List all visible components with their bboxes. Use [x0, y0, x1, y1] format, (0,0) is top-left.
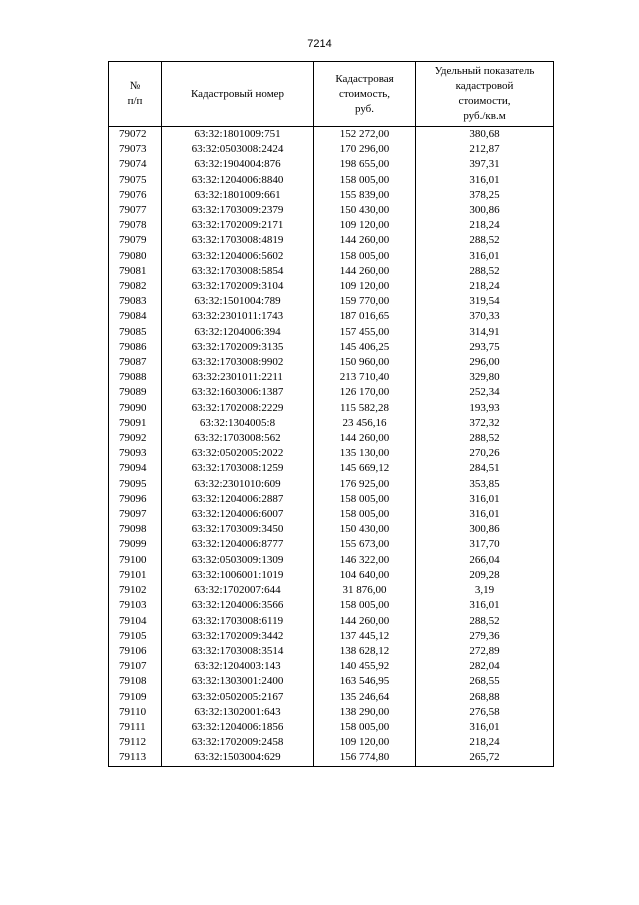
header-specific-value [416, 62, 554, 127]
table-row [109, 233, 554, 248]
table-row [109, 355, 554, 370]
cell-cadastral-value: 138 628,12 [314, 644, 416, 659]
cell-index: 79106 [109, 644, 162, 659]
cell-cadastral-number: 63:32:1702009:2458 [162, 735, 314, 750]
cell-specific-value: 300,86 [416, 522, 554, 537]
table-row [109, 294, 554, 309]
cell-specific-value: 268,55 [416, 674, 554, 689]
table-row [109, 477, 554, 492]
table-row [109, 401, 554, 416]
cell-cadastral-value: 150 430,00 [314, 203, 416, 218]
table-row [109, 750, 554, 766]
cell-cadastral-value: 135 130,00 [314, 446, 416, 461]
cell-specific-value: 300,86 [416, 203, 554, 218]
cell-specific-value: 293,75 [416, 340, 554, 355]
cell-cadastral-value: 156 774,80 [314, 750, 416, 766]
cell-specific-value: 272,89 [416, 644, 554, 659]
cell-specific-value: 316,01 [416, 249, 554, 264]
cell-index: 79107 [109, 659, 162, 674]
cell-cadastral-number: 63:32:1801009:661 [162, 188, 314, 203]
cell-index: 79097 [109, 507, 162, 522]
cell-cadastral-number: 63:32:1204006:5602 [162, 249, 314, 264]
cell-index: 79113 [109, 750, 162, 766]
header-line: № [129, 80, 141, 92]
cell-index: 79087 [109, 355, 162, 370]
cell-specific-value: 372,32 [416, 416, 554, 431]
table-row [109, 431, 554, 446]
page-number: 7214 [307, 38, 332, 50]
cell-cadastral-value: 104 640,00 [314, 568, 416, 583]
cell-cadastral-number: 63:32:1703008:5854 [162, 264, 314, 279]
cell-cadastral-number: 63:32:1702009:3442 [162, 629, 314, 644]
table-row [109, 173, 554, 188]
cell-index: 79094 [109, 461, 162, 476]
cell-specific-value: 314,91 [416, 325, 554, 340]
cell-cadastral-value: 23 456,16 [314, 416, 416, 431]
cell-index: 79086 [109, 340, 162, 355]
cell-index: 79085 [109, 325, 162, 340]
cell-cadastral-number: 63:32:1204003:143 [162, 659, 314, 674]
cell-cadastral-value: 150 430,00 [314, 522, 416, 537]
cell-cadastral-number: 63:32:1703008:6119 [162, 614, 314, 629]
cell-cadastral-value: 159 770,00 [314, 294, 416, 309]
cell-index: 79091 [109, 416, 162, 431]
cell-specific-value: 397,31 [416, 157, 554, 172]
cell-cadastral-number: 63:32:1603006:1387 [162, 385, 314, 400]
table-row [109, 385, 554, 400]
cell-cadastral-value: 150 960,00 [314, 355, 416, 370]
cell-index: 79079 [109, 233, 162, 248]
cell-specific-value: 316,01 [416, 492, 554, 507]
table-row [109, 690, 554, 705]
cell-specific-value: 212,87 [416, 142, 554, 157]
cell-cadastral-value: 187 016,65 [314, 309, 416, 324]
cell-cadastral-value: 158 005,00 [314, 492, 416, 507]
table-row [109, 249, 554, 264]
table-row [109, 598, 554, 613]
table-row [109, 674, 554, 689]
header-line: руб./кв.м [463, 110, 506, 122]
cell-cadastral-number: 63:32:1703008:562 [162, 431, 314, 446]
table-row [109, 142, 554, 157]
cell-index: 79084 [109, 309, 162, 324]
cell-cadastral-value: 126 170,00 [314, 385, 416, 400]
cell-cadastral-value: 157 455,00 [314, 325, 416, 340]
table-row [109, 416, 554, 431]
header-row [109, 62, 554, 127]
cell-cadastral-value: 158 005,00 [314, 720, 416, 735]
table-row [109, 461, 554, 476]
cell-cadastral-value: 144 260,00 [314, 264, 416, 279]
cell-specific-value: 282,04 [416, 659, 554, 674]
cell-cadastral-number: 63:32:1702007:644 [162, 583, 314, 598]
cell-cadastral-value: 198 655,00 [314, 157, 416, 172]
table-row [109, 553, 554, 568]
cell-specific-value: 209,28 [416, 568, 554, 583]
cell-cadastral-number: 63:32:1702009:3135 [162, 340, 314, 355]
cell-cadastral-number: 63:32:2301011:2211 [162, 370, 314, 385]
header-line: стоимости, [458, 95, 511, 107]
cell-index: 79090 [109, 401, 162, 416]
cell-specific-value: 296,00 [416, 355, 554, 370]
header-line: Кадастровый номер [190, 87, 285, 100]
table-row [109, 446, 554, 461]
cell-specific-value: 276,58 [416, 705, 554, 720]
cell-index: 79078 [109, 218, 162, 233]
table-row [109, 309, 554, 324]
cell-index: 79074 [109, 157, 162, 172]
cell-index: 79080 [109, 249, 162, 264]
table-row [109, 279, 554, 294]
cell-cadastral-number: 63:32:1302001:643 [162, 705, 314, 720]
cell-specific-value: 353,85 [416, 477, 554, 492]
cell-index: 79099 [109, 537, 162, 552]
cell-cadastral-value: 158 005,00 [314, 507, 416, 522]
cell-cadastral-value: 144 260,00 [314, 614, 416, 629]
cell-cadastral-number: 63:32:1904004:876 [162, 157, 314, 172]
header-line: Удельный показатель [434, 65, 535, 77]
table-row [109, 203, 554, 218]
cell-cadastral-number: 63:32:1702009:3104 [162, 279, 314, 294]
cell-index: 79075 [109, 173, 162, 188]
cell-cadastral-number: 63:32:1703008:3514 [162, 644, 314, 659]
cell-specific-value: 329,80 [416, 370, 554, 385]
table-row [109, 264, 554, 279]
cell-specific-value: 317,70 [416, 537, 554, 552]
table-row [109, 705, 554, 720]
cell-specific-value: 279,36 [416, 629, 554, 644]
cell-cadastral-value: 31 876,00 [314, 583, 416, 598]
table-row [109, 325, 554, 340]
cell-cadastral-value: 145 669,12 [314, 461, 416, 476]
cell-specific-value: 316,01 [416, 598, 554, 613]
cell-specific-value: 288,52 [416, 431, 554, 446]
cell-index: 79100 [109, 553, 162, 568]
cell-specific-value: 193,93 [416, 401, 554, 416]
cell-specific-value: 316,01 [416, 507, 554, 522]
cell-cadastral-number: 63:32:1703008:1259 [162, 461, 314, 476]
cell-index: 79110 [109, 705, 162, 720]
cell-index: 79112 [109, 735, 162, 750]
header-line: Кадастровая [335, 72, 394, 85]
cell-specific-value: 218,24 [416, 218, 554, 233]
cell-cadastral-value: 109 120,00 [314, 279, 416, 294]
cell-cadastral-number: 63:32:1204006:1856 [162, 720, 314, 735]
cell-cadastral-value: 135 246,64 [314, 690, 416, 705]
cell-specific-value: 380,68 [416, 127, 554, 143]
cell-cadastral-value: 145 406,25 [314, 340, 416, 355]
cell-cadastral-number: 63:32:1204006:3566 [162, 598, 314, 613]
cell-index: 79109 [109, 690, 162, 705]
cell-index: 79089 [109, 385, 162, 400]
cell-index: 79111 [109, 720, 162, 735]
cell-cadastral-number: 63:32:0502005:2022 [162, 446, 314, 461]
cell-cadastral-value: 144 260,00 [314, 431, 416, 446]
cell-specific-value: 284,51 [416, 461, 554, 476]
table-row [109, 659, 554, 674]
header-index [109, 62, 162, 127]
table-row [109, 629, 554, 644]
cell-index: 79095 [109, 477, 162, 492]
cell-index: 79105 [109, 629, 162, 644]
cell-index: 79098 [109, 522, 162, 537]
cell-specific-value: 265,72 [416, 750, 554, 766]
cell-cadastral-value: 144 260,00 [314, 233, 416, 248]
cell-specific-value: 3,19 [416, 583, 554, 598]
header-line: стоимость, [338, 87, 391, 100]
cell-specific-value: 316,01 [416, 720, 554, 735]
cell-specific-value: 319,54 [416, 294, 554, 309]
cell-specific-value: 252,34 [416, 385, 554, 400]
cell-cadastral-number: 63:32:1204006:8840 [162, 173, 314, 188]
cell-specific-value: 266,04 [416, 553, 554, 568]
cell-cadastral-value: 109 120,00 [314, 735, 416, 750]
cell-index: 79077 [109, 203, 162, 218]
cell-cadastral-number: 63:32:0502005:2167 [162, 690, 314, 705]
cell-cadastral-number: 63:32:1703008:9902 [162, 355, 314, 370]
header-line: п/п [127, 95, 143, 107]
table-row [109, 735, 554, 750]
header-cadastral-number [162, 62, 314, 127]
table-row [109, 157, 554, 172]
cell-index: 79072 [109, 127, 162, 143]
cell-cadastral-number: 63:32:1204006:394 [162, 325, 314, 340]
cell-index: 79103 [109, 598, 162, 613]
cell-specific-value: 316,01 [416, 173, 554, 188]
cell-cadastral-value: 176 925,00 [314, 477, 416, 492]
cell-specific-value: 288,52 [416, 614, 554, 629]
cell-cadastral-value: 146 322,00 [314, 553, 416, 568]
cell-cadastral-number: 63:32:2301010:609 [162, 477, 314, 492]
header-line: кадастровой [455, 80, 514, 92]
cell-cadastral-value: 138 290,00 [314, 705, 416, 720]
cell-cadastral-number: 63:32:1702009:2171 [162, 218, 314, 233]
cell-index: 79096 [109, 492, 162, 507]
cell-cadastral-number: 63:32:1204006:8777 [162, 537, 314, 552]
cell-cadastral-value: 158 005,00 [314, 249, 416, 264]
table-row [109, 218, 554, 233]
table-row [109, 127, 554, 143]
cell-specific-value: 270,26 [416, 446, 554, 461]
cell-cadastral-number: 63:32:1204006:6007 [162, 507, 314, 522]
table-row [109, 370, 554, 385]
cell-cadastral-number: 63:32:1703009:2379 [162, 203, 314, 218]
cell-cadastral-number: 63:32:1303001:2400 [162, 674, 314, 689]
cell-specific-value: 288,52 [416, 264, 554, 279]
cell-cadastral-value: 109 120,00 [314, 218, 416, 233]
cell-index: 79104 [109, 614, 162, 629]
cell-cadastral-number: 63:32:0503008:2424 [162, 142, 314, 157]
cell-cadastral-number: 63:32:1703009:3450 [162, 522, 314, 537]
cell-index: 79088 [109, 370, 162, 385]
table-row [109, 340, 554, 355]
cell-specific-value: 370,33 [416, 309, 554, 324]
table-header [109, 62, 554, 127]
cell-index: 79081 [109, 264, 162, 279]
cell-index: 79102 [109, 583, 162, 598]
cell-index: 79073 [109, 142, 162, 157]
cell-cadastral-value: 213 710,40 [314, 370, 416, 385]
header-line: руб. [354, 102, 375, 115]
cell-cadastral-value: 170 296,00 [314, 142, 416, 157]
header-cadastral-value [314, 62, 416, 127]
cell-cadastral-value: 140 455,92 [314, 659, 416, 674]
cell-specific-value: 288,52 [416, 233, 554, 248]
cell-cadastral-number: 63:32:1702008:2229 [162, 401, 314, 416]
cell-index: 79083 [109, 294, 162, 309]
table-row [109, 720, 554, 735]
cadastral-table [108, 61, 554, 767]
cell-cadastral-value: 137 445,12 [314, 629, 416, 644]
cell-cadastral-value: 155 839,00 [314, 188, 416, 203]
cell-cadastral-number: 63:32:1703008:4819 [162, 233, 314, 248]
cell-specific-value: 378,25 [416, 188, 554, 203]
table-row [109, 614, 554, 629]
cell-index: 79108 [109, 674, 162, 689]
cell-cadastral-value: 115 582,28 [314, 401, 416, 416]
cell-cadastral-number: 63:32:1503004:629 [162, 750, 314, 766]
cell-index: 79092 [109, 431, 162, 446]
cell-cadastral-value: 163 546,95 [314, 674, 416, 689]
table-row [109, 492, 554, 507]
cell-cadastral-number: 63:32:1801009:751 [162, 127, 314, 143]
cell-cadastral-number: 63:32:1501004:789 [162, 294, 314, 309]
cell-cadastral-number: 63:32:1204006:2887 [162, 492, 314, 507]
table-row [109, 522, 554, 537]
cell-cadastral-number: 63:32:2301011:1743 [162, 309, 314, 324]
cell-specific-value: 218,24 [416, 735, 554, 750]
table-body [109, 127, 554, 767]
table-row [109, 583, 554, 598]
cell-index: 79101 [109, 568, 162, 583]
cell-index: 79093 [109, 446, 162, 461]
cell-index: 79082 [109, 279, 162, 294]
cell-cadastral-number: 63:32:1304005:8 [162, 416, 314, 431]
cell-cadastral-value: 152 272,00 [314, 127, 416, 143]
table-row [109, 537, 554, 552]
table-row [109, 188, 554, 203]
cell-index: 79076 [109, 188, 162, 203]
table-row [109, 568, 554, 583]
table-row [109, 507, 554, 522]
cell-cadastral-value: 158 005,00 [314, 598, 416, 613]
cell-specific-value: 268,88 [416, 690, 554, 705]
cell-cadastral-number: 63:32:1006001:1019 [162, 568, 314, 583]
cell-specific-value: 218,24 [416, 279, 554, 294]
cell-cadastral-value: 155 673,00 [314, 537, 416, 552]
table-row [109, 644, 554, 659]
cell-cadastral-number: 63:32:0503009:1309 [162, 553, 314, 568]
cell-cadastral-value: 158 005,00 [314, 173, 416, 188]
